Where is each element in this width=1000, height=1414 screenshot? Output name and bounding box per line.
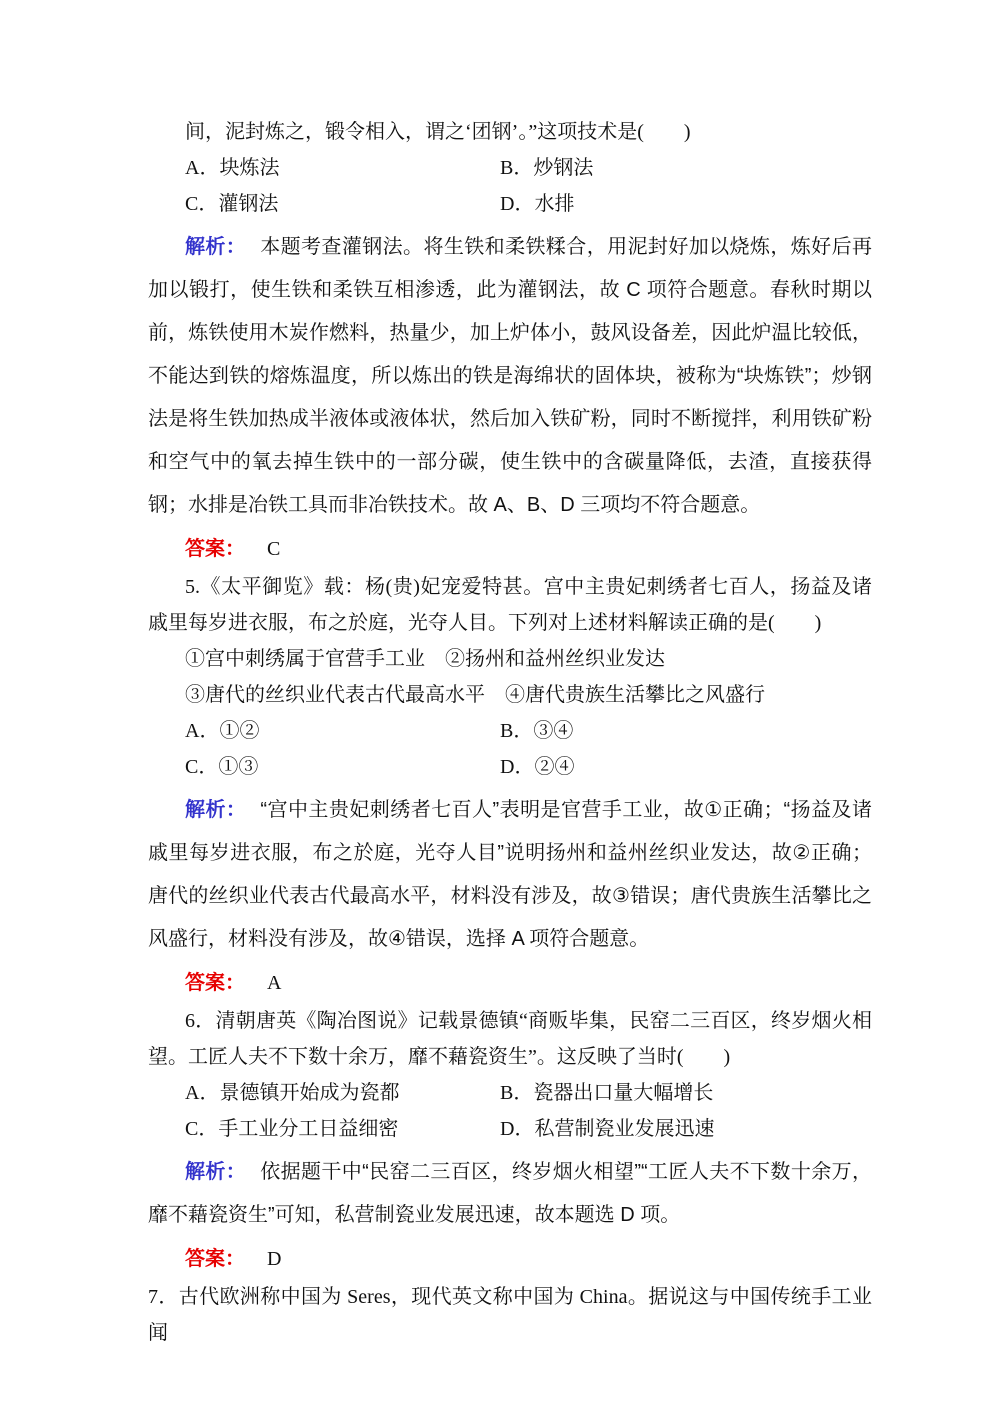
q6-answer-letter: D — [267, 1248, 282, 1270]
q6-analysis-text: 依据题干中“民窑二三百区，终岁烟火相望”“工匠人夫不下数十余万，靡不藉瓷资生”可知，私营制瓷业发展迅速，故本题选 D 项。 — [148, 1161, 872, 1226]
q4-options-row-1 — [148, 150, 872, 186]
q4-option-b: B．炒钢法 — [500, 157, 594, 179]
q6-option-b: B．瓷器出口量大幅增长 — [500, 1082, 714, 1104]
q4-option-a: A．块炼法 — [185, 157, 280, 179]
page-content — [148, 114, 872, 1351]
answer-label: 答案： — [185, 538, 245, 560]
q5-statements-line-2: ③唐代的丝织业代表古代最高水平 ④唐代贵族生活攀比之风盛行 — [185, 684, 765, 706]
q6-option-c: C．手工业分工日益细密 — [185, 1118, 399, 1140]
q5-option-d: D．②④ — [500, 756, 575, 778]
q6-options-row-1 — [148, 1075, 872, 1111]
q5-analysis-paragraph — [148, 789, 872, 961]
q6-options-row-2 — [148, 1111, 872, 1147]
q6-analysis-paragraph — [148, 1151, 872, 1237]
q5-options-row-2 — [148, 749, 872, 785]
analysis-label: 解析： — [185, 236, 247, 258]
q4-options-row-2 — [148, 186, 872, 222]
q4-option-d: D．水排 — [500, 193, 575, 215]
q4-analysis-text: 本题考查灌钢法。将生铁和柔铁糅合，用泥封好加以烧炼，炼好后再加以锻打，使生铁和柔铁互相渗透，此为灌钢法，故 C 项符合题意。春秋时期以前，炼铁使用木炭作燃料，热量少，加上炉体小，鼓风设备差，因此炉温比较低，不能达到铁的熔炼温度，所以炼出的铁是海绵状的固体块，被称为“块炼铁”；炒钢法是将生铁加热成半液体或液体状，然后加入铁矿粉，同时不断搅拌，利用铁矿粉和空气中的氧去掉生铁中的一部分碳，使生铁中的含碳量降低，去渣，直接获得钢；水排是冶铁工具而非冶铁技术。故 A、B、D 三项均不符合题意。 — [148, 236, 872, 516]
q5-answer-letter: A — [267, 972, 282, 994]
q5-answer-line — [148, 965, 872, 1001]
analysis-label: 解析： — [185, 799, 247, 821]
q6-answer-line — [148, 1241, 872, 1277]
q4-answer-letter: C — [267, 538, 281, 560]
q5-option-b: B．③④ — [500, 720, 574, 742]
q6-stem: 6．清朝唐英《陶冶图说》记载景德镇“商贩毕集，民窑二三百区，终岁烟火相望。工匠人夫不下数十余万，靡不藉瓷资生”。这反映了当时( ) — [148, 1010, 872, 1068]
q6-option-a: A．景德镇开始成为瓷都 — [185, 1082, 400, 1104]
q4-analysis-paragraph — [148, 226, 872, 527]
q4-stem-continuation: 间，泥封炼之，锻令相入，谓之‘团钢’。”这项技术是( ) — [185, 121, 691, 143]
analysis-label: 解析： — [185, 1161, 247, 1183]
q6-option-d: D．私营制瓷业发展迅速 — [500, 1118, 715, 1140]
q5-statements-line-1: ①宫中刺绣属于官营手工业 ②扬州和益州丝织业发达 — [185, 648, 665, 670]
q5-stem: 5.《太平御览》载：杨(贵)妃宠爱特甚。宫中主贵妃刺绣者七百人，扬益及诸戚里每岁进衣服，布之於庭，光夺人目。下列对上述材料解读正确的是( ) — [148, 576, 872, 634]
q5-options-row-1 — [148, 713, 872, 749]
q4-answer-line — [148, 531, 872, 567]
q5-analysis-text: “宫中主贵妃刺绣者七百人”表明是官营手工业，故①正确；“扬益及诸戚里每岁进衣服，布之於庭，光夺人目”说明扬州和益州丝织业发达，故②正确；唐代的丝织业代表古代最高水平，材料没有涉及，故③错误；唐代贵族生活攀比之风盛行，材料没有涉及，故④错误，选择 A 项符合题意。 — [148, 799, 872, 950]
q5-option-a: A．①② — [185, 720, 260, 742]
answer-label: 答案： — [185, 972, 245, 994]
q7-stem: 7．古代欧洲称中国为 Seres，现代英文称中国为 China。据说这与中国传统手工业闻 — [148, 1286, 872, 1344]
q5-option-c: C．①③ — [185, 756, 259, 778]
q4-option-c: C．灌钢法 — [185, 193, 279, 215]
answer-label: 答案： — [185, 1248, 245, 1270]
